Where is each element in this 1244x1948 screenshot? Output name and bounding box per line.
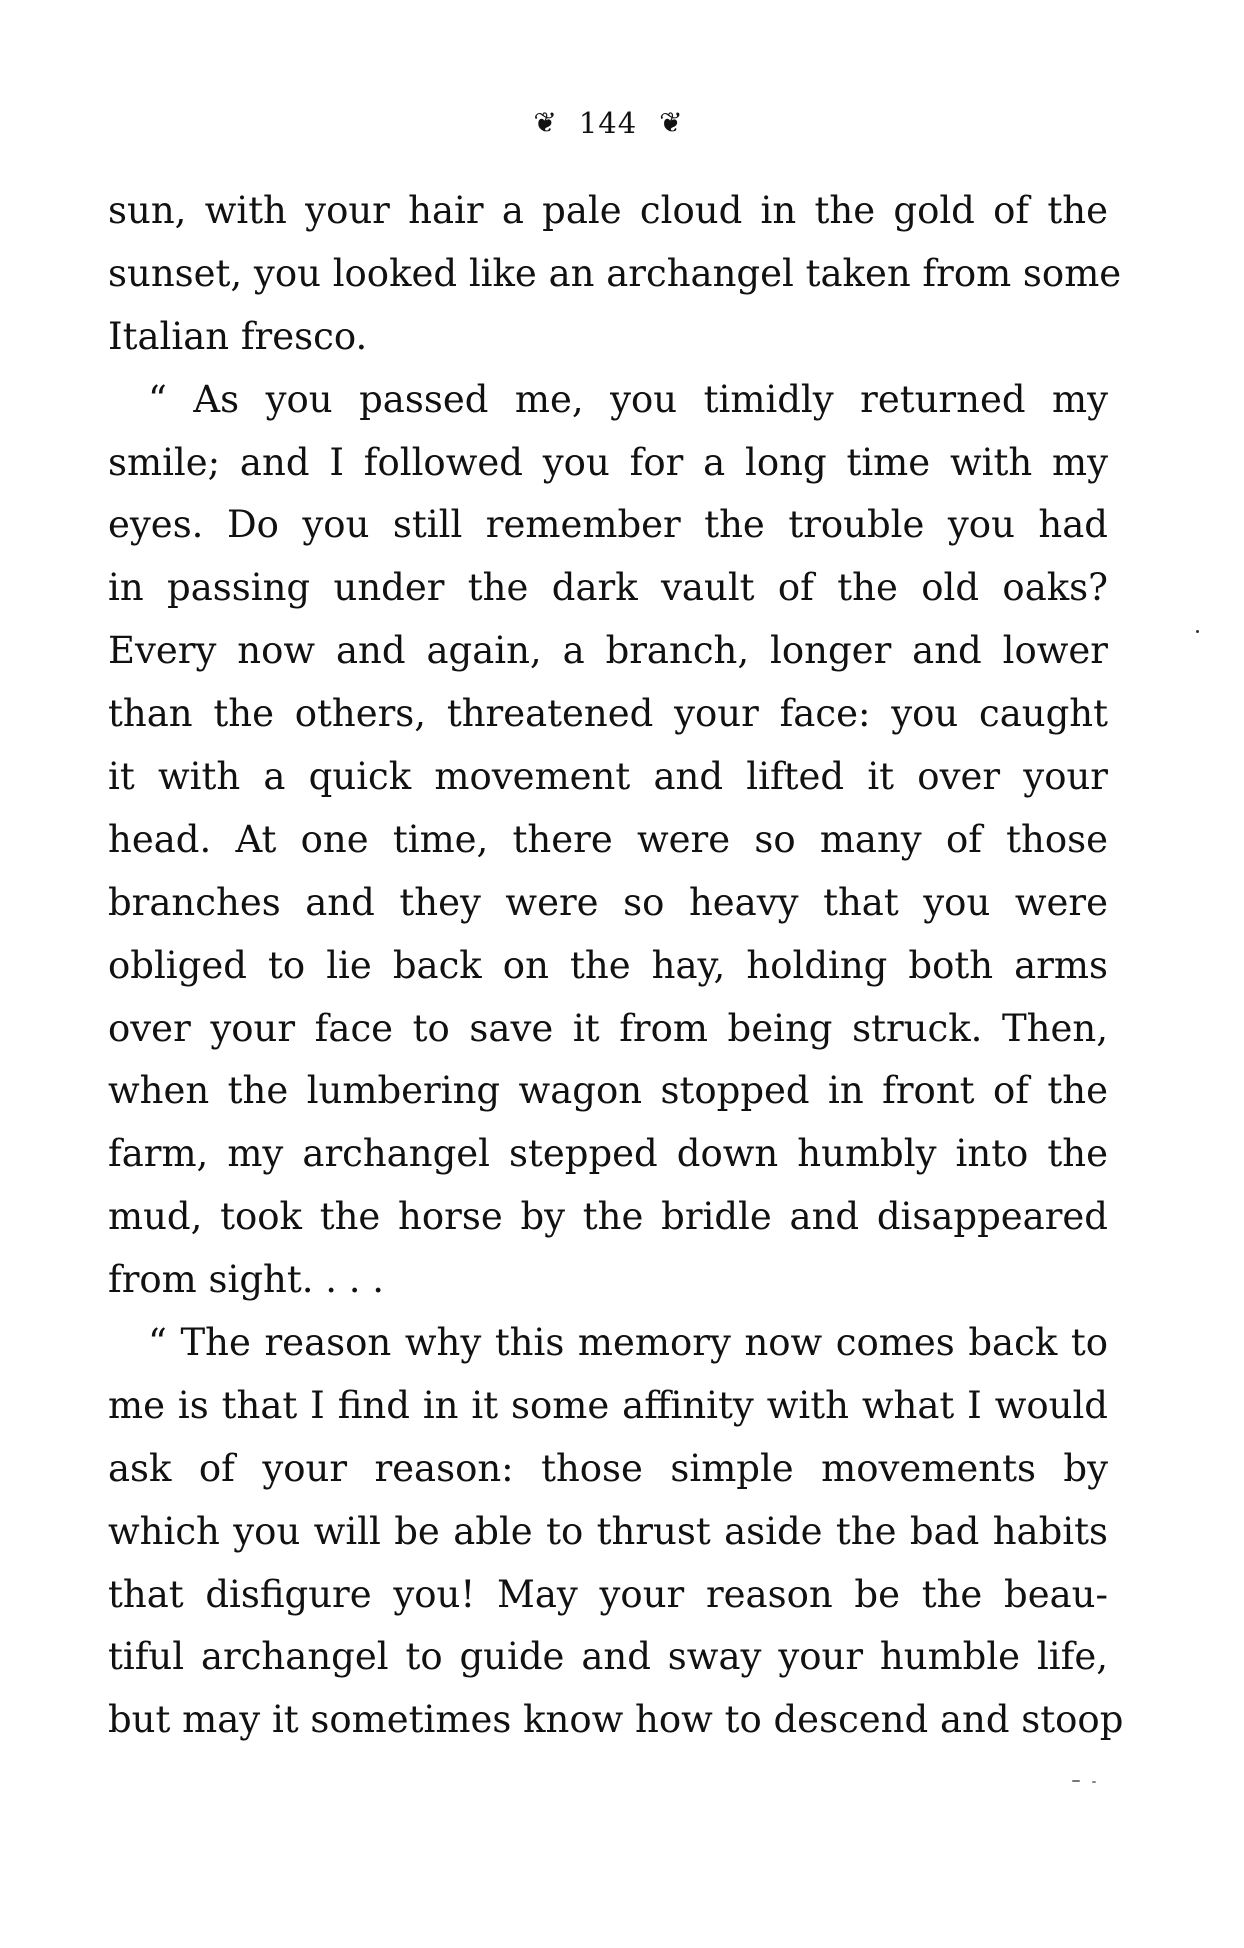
- text-line: eyes. Do you still remember the trouble you had: [108, 503, 1108, 547]
- text-line: smile; and I followed you for a long time with my: [108, 440, 1108, 484]
- text-line: in passing under the dark vault of the old oaks?: [108, 566, 1108, 610]
- text-line: over your face to save it from being struck. Then,: [108, 1006, 1108, 1050]
- book-page: [108, 90, 1124, 1752]
- text-line: which you will be able to thrust aside the bad habits: [108, 1509, 1108, 1553]
- text-line: “ As you passed me, you timidly returned my: [148, 377, 1108, 421]
- text-line: me is that I find in it some affinity with what I would: [108, 1383, 1108, 1427]
- text-line: obliged to lie back on the hay, holding both arms: [108, 943, 1108, 987]
- text-line: than the others, threatened your face: you caught: [108, 692, 1108, 736]
- text-line: sun, with your hair a pale cloud in the gold of the: [108, 189, 1108, 232]
- page-number: 144: [578, 106, 638, 140]
- text-line: branches and they were so heavy that you were: [108, 880, 1108, 924]
- paper-speck: [1196, 630, 1199, 633]
- text-line: Every now and again, a branch, longer and lower: [108, 629, 1108, 673]
- ornament-right-icon: ❦: [659, 106, 683, 139]
- text-line: ask of your reason: those simple movements by: [108, 1446, 1108, 1490]
- body-text: [108, 180, 1124, 1752]
- text-line: head. At one time, there were so many of those: [108, 817, 1108, 861]
- paper-speck: [1072, 1780, 1080, 1782]
- text-line: sunset, you looked like an archangel taken from some: [108, 251, 1122, 295]
- text-line: from sight. . . .: [108, 1258, 385, 1302]
- ornament-left-icon: ❦: [533, 106, 557, 139]
- text-line: when the lumbering wagon stopped in front of the: [108, 1069, 1108, 1113]
- text-line: tiful archangel to guide and sway your humble life,: [108, 1635, 1108, 1679]
- text-line: Italian fresco.: [108, 314, 368, 358]
- paper-speck: [1092, 1781, 1096, 1783]
- text-line: farm, my archangel stepped down humbly into the: [108, 1132, 1108, 1176]
- text-line: but may it sometimes know how to descend and stoop: [108, 1698, 1124, 1742]
- text-line: mud, took the horse by the bridle and disappeared: [108, 1195, 1108, 1239]
- text-line: it with a quick movement and lifted it over your: [108, 755, 1108, 799]
- page-header: [108, 78, 1108, 168]
- text-line: “ The reason why this memory now comes back to: [148, 1321, 1108, 1365]
- text-line: that disfigure you! May your reason be the beau-: [108, 1572, 1108, 1616]
